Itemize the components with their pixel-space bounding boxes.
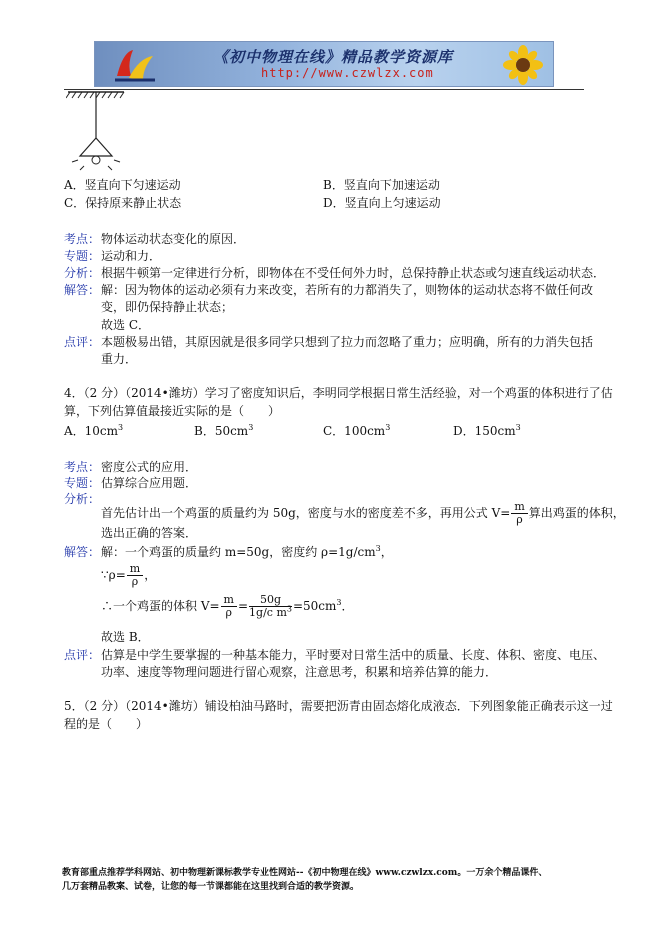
q4-jieda-line-2: ∵ρ= $\frac{m}{\rho}$ ， <box>101 562 157 588</box>
q4-jieda-line-1: 解：一个鸡蛋的质量约 m=50g，密度约 $\rho=1g/cm^3$， <box>101 544 393 559</box>
option-b: B．竖直向下加速运动 <box>323 178 440 192</box>
jieda-line-1: 解：因为物体的运动必须有力来改变，若所有的力都消失了，则物体的运动状态将不做任何改 <box>101 283 594 297</box>
dianping-line-2: 重力． <box>101 352 138 366</box>
option-d: D．竖直向上匀速运动 <box>323 196 441 210</box>
q4-option-a: A．$10cm^3$ <box>64 423 124 438</box>
q5-stem-line-2: 程的是（ ） <box>64 717 149 731</box>
footer-line-1: 教育部重点推荐学科网站、初中物理新课标教学专业性网站--《初中物理在线》www.czwlzx.com。一万余个精品课件、 <box>62 868 548 878</box>
q4-stem-line-2: 算，下列估算值最接近实际的是（ ） <box>64 404 281 418</box>
jieda-line-2: 变，即仍保持静止状态； <box>101 300 234 314</box>
fenxi-text: 根据牛顿第一定律进行分析，即物体在不受任何外力时，总保持静止状态或匀速直线运动状态． <box>101 266 606 280</box>
banner-url[interactable]: http://www.czwlzx.com <box>261 66 434 80</box>
q4-jieda-label: 解答： <box>64 545 101 559</box>
zhuanti-label: 专题： <box>64 249 101 263</box>
option-c: C．保持原来静止状态 <box>64 196 182 210</box>
option-a: A．竖直向下匀速运动 <box>64 178 181 192</box>
dianping-line-1: 本题极易出错，其原因就是很多同学只想到了拉力而忽略了重力；应明确，所有的力消失包括 <box>101 335 594 349</box>
q4-jieda-line-4: 故选 B． <box>101 630 150 644</box>
fenxi-label: 分析： <box>64 266 101 280</box>
jieda-line-3: 故选 C． <box>101 318 150 332</box>
q4-dianping-label: 点评： <box>64 648 101 662</box>
q4-dianping-line-2: 功率、速度等物理问题进行留心观察，注意思考，积累和培养估算的能力． <box>101 665 498 679</box>
footer-line-2: 几万套精品教案、试卷，让您的每一节课都能在这里找到合适的教学资源。 <box>62 882 360 892</box>
q4-fenxi-line-2: 选出正确的答案． <box>101 526 198 540</box>
hanging-lamp-figure <box>66 90 136 172</box>
site-logo-icon <box>113 46 157 84</box>
zhuanti-text: 运动和力． <box>101 249 162 263</box>
q4-stem-line-1: 4．（2 分）（2014•潍坊）学习了密度知识后，李明同学根据日常生活经验，对一个鸡蛋的体积进行了估 <box>64 386 613 400</box>
header-banner <box>94 41 554 87</box>
page-footer <box>62 866 622 894</box>
q4-fenxi-line-1: 首先估计出一个鸡蛋的质量约为 50g，密度与水的密度差不多，再用公式 V= $\frac{m}{\rho}$ 算出鸡蛋的体积， <box>101 500 625 526</box>
q4-option-d: D．$150cm^3$ <box>453 423 521 438</box>
q4-fenxi-label: 分析： <box>64 492 101 506</box>
q4-zhuanti-label: 专题： <box>64 476 101 490</box>
q4-option-c: C．$100cm^3$ <box>323 423 391 438</box>
q4-kaodian-text: 密度公式的应用． <box>101 460 198 474</box>
jieda-label: 解答： <box>64 283 101 297</box>
q4-dianping-line-1: 估算是中学生要掌握的一种基本能力，平时要对日常生活中的质量、长度、体积、密度、电压、 <box>101 648 606 662</box>
q4-option-b: B．$50cm^3$ <box>194 423 254 438</box>
q4-jieda-line-3: ∴一个鸡蛋的体积 V= $\frac{m}{\rho}$ = $\frac{50g}{1g/c m^3}$ $=50cm^3$． <box>101 593 354 619</box>
kaodian-text: 物体运动状态变化的原因． <box>101 232 246 246</box>
dianping-label: 点评： <box>64 335 101 349</box>
q5-stem-line-1: 5．（2 分）（2014•潍坊）铺设柏油马路时，需要把沥青由固态熔化成液态．下列图象能正确表示这一过 <box>64 699 613 713</box>
kaodian-label: 考点： <box>64 232 101 246</box>
header-rule <box>64 89 584 90</box>
banner-title: 《初中物理在线》精品教学资源库 <box>213 48 454 66</box>
q4-fenxi-frac: $\frac{m}{\rho}$ <box>511 501 527 526</box>
q4-zhuanti-text: 估算综合应用题． <box>101 476 198 490</box>
sunflower-icon <box>499 45 547 85</box>
q4-kaodian-label: 考点： <box>64 460 101 474</box>
